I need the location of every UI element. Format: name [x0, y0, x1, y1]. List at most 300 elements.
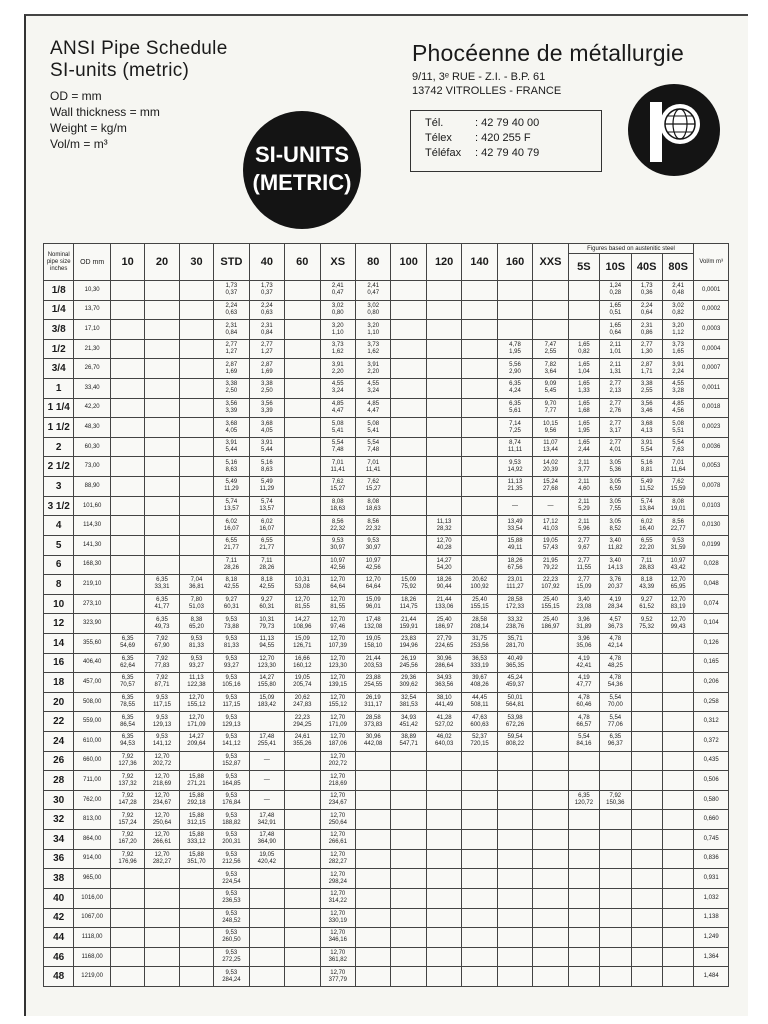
schedule-cell: [320, 437, 355, 457]
schedule-cell: [355, 849, 390, 869]
schedule-cell: [249, 496, 284, 516]
schedule-cell: [533, 712, 568, 732]
schedule-cell: [426, 967, 461, 987]
weight-per-meter: 13,44: [542, 447, 558, 454]
schedule-cell: [426, 673, 461, 693]
weight-per-meter: 67,90: [154, 643, 170, 650]
weight-per-meter: 3,64: [544, 368, 557, 375]
weight-per-meter: 155,12: [328, 702, 347, 709]
schedule-cell: [179, 928, 213, 948]
wall-thickness: 6,35: [121, 655, 134, 662]
weight-per-meter: 54,69: [120, 643, 136, 650]
contact-phone: Tél. : 42 79 40 00: [425, 117, 540, 129]
schedule-cell: [462, 947, 497, 967]
wall-thickness: 7,80: [190, 597, 203, 604]
schedule-cell: [320, 496, 355, 516]
schedule-cell: [110, 633, 144, 653]
weight-per-meter: 11,41: [365, 466, 381, 473]
wall-thickness: 11,13: [507, 479, 523, 486]
schedule-cell: [391, 516, 426, 536]
wall-thickness: 1,65: [578, 400, 590, 407]
schedule-cell: [462, 888, 497, 908]
schedule-cell: [631, 928, 662, 948]
schedule-cell: [110, 555, 144, 575]
table-row: [44, 771, 729, 791]
weight-per-meter: 8,52: [609, 525, 622, 532]
schedule-cell: [497, 869, 532, 889]
schedule-cell: [426, 516, 461, 536]
nominal-size-cell: 3 1/2: [44, 496, 74, 516]
wall-thickness: 23,01: [507, 577, 523, 584]
wall-thickness: 36,53: [472, 655, 488, 662]
schedule-cell: [600, 830, 631, 850]
wall-thickness: 9,53: [225, 734, 238, 741]
table-row: [44, 732, 729, 752]
weight-per-meter: 600,63: [470, 721, 489, 728]
schedule-cell: [462, 771, 497, 791]
schedule-cell: [568, 967, 599, 987]
weight-per-meter: 35,06: [576, 643, 592, 650]
nominal-size-cell: 2 1/2: [44, 457, 74, 477]
schedule-cell: [631, 379, 662, 399]
weight-per-meter: 22,32: [330, 525, 346, 532]
weight-per-meter: 11,41: [330, 466, 346, 473]
weight-per-meter: 19,01: [670, 506, 686, 512]
schedule-cell: [249, 830, 284, 850]
weight-per-meter: 100,92: [470, 584, 489, 591]
weight-per-meter: 137,32: [118, 780, 137, 787]
schedule-cell: [462, 810, 497, 830]
wall-thickness: 17,48: [365, 616, 381, 623]
schedule-cell: [497, 320, 532, 340]
wall-thickness: 9,53: [225, 812, 238, 819]
schedule-cell: [214, 555, 249, 575]
table-row: [44, 281, 729, 301]
wall-thickness: 2,77: [578, 557, 590, 564]
weight-per-meter: 18,63: [365, 506, 381, 512]
weight-per-meter: 15,09: [576, 584, 592, 591]
wall-thickness: 2,31: [261, 322, 273, 329]
wall-thickness: 10,31: [259, 616, 275, 623]
wall-thickness: 3,73: [672, 342, 684, 349]
weight-per-meter: 1,69: [261, 368, 273, 375]
weight-per-meter: 81,33: [188, 643, 204, 650]
schedule-cell: [568, 869, 599, 889]
weight-per-meter: 94,55: [259, 643, 275, 650]
schedule-cell: [662, 300, 693, 320]
wall-thickness: 7,01: [331, 459, 344, 466]
weight-per-meter: 14,13: [607, 564, 623, 571]
wall-thickness: 12,70: [330, 871, 346, 878]
weight-per-meter: 0,63: [225, 309, 238, 316]
schedule-cell: [391, 594, 426, 614]
wall-thickness: 15,88: [188, 851, 204, 858]
schedule-cell: [631, 849, 662, 869]
wall-thickness: 9,53: [225, 851, 238, 858]
weight-per-meter: 114,75: [399, 604, 418, 611]
schedule-cell: [497, 888, 532, 908]
schedule-cell: [110, 516, 144, 536]
wall-thickness: 7,92: [609, 793, 622, 800]
schedule-cell: [391, 928, 426, 948]
schedule-cell: [145, 281, 179, 301]
weight-per-meter: 139,15: [328, 682, 347, 689]
schedule-cell: [355, 653, 390, 673]
wall-thickness: 11,13: [436, 518, 452, 525]
wall-thickness: 20,62: [294, 695, 310, 702]
weight-per-meter: 247,83: [293, 702, 312, 709]
schedule-cell: [249, 535, 284, 555]
wall-thickness: 22,23: [294, 714, 310, 721]
schedule-cell: [249, 300, 284, 320]
badge-line: SI-UNITS: [254, 142, 350, 167]
table-row: [44, 810, 729, 830]
wall-thickness: 9,53: [331, 538, 344, 545]
badge-line: (METRIC): [252, 170, 352, 195]
schedule-cell: [533, 751, 568, 771]
wall-thickness: 12,70: [330, 636, 346, 643]
weight-per-meter: 16,07: [259, 525, 275, 532]
schedule-cell: [320, 712, 355, 732]
weight-per-meter: 272,25: [222, 957, 241, 964]
volume-cell: 0,0036: [694, 437, 729, 457]
schedule-cell: [600, 712, 631, 732]
schedule-cell: [320, 653, 355, 673]
schedule-cell: [391, 888, 426, 908]
schedule-cell: [355, 947, 390, 967]
wall-thickness: 23,83: [401, 636, 417, 643]
wall-thickness: 3,91: [367, 361, 380, 368]
weight-per-meter: 298,24: [328, 878, 347, 885]
units-line: OD = mm: [50, 89, 102, 103]
weight-per-meter: 3,24: [367, 388, 380, 395]
schedule-cell: [145, 575, 179, 595]
wall-thickness: 3,40: [609, 538, 622, 545]
schedule-cell: [285, 398, 320, 418]
weight-per-meter: 236,53: [222, 898, 241, 905]
schedule-cell: [426, 457, 461, 477]
wall-thickness: 4,55: [331, 381, 344, 388]
table-row: [44, 614, 729, 634]
schedule-cell: [568, 692, 599, 712]
weight-per-meter: 43,39: [639, 584, 655, 591]
schedule-cell: [249, 849, 284, 869]
header-schedule: XXS: [533, 244, 568, 281]
wall-thickness: 2,24: [640, 302, 653, 309]
schedule-cell: [110, 614, 144, 634]
schedule-cell: [249, 967, 284, 987]
schedule-cell: [462, 594, 497, 614]
schedule-cell: [631, 771, 662, 791]
wall-thickness: 1,65: [578, 361, 590, 368]
od-cell: 33,40: [74, 379, 110, 399]
wall-thickness: 9,53: [225, 891, 238, 898]
wall-thickness: 3,38: [261, 381, 273, 388]
table-row: [44, 516, 729, 536]
schedule-cell: [355, 359, 390, 379]
wall-thickness: 5,74: [640, 499, 653, 505]
schedule-cell: [568, 888, 599, 908]
wall-thickness: 9,53: [225, 753, 238, 760]
schedule-cell: [497, 771, 532, 791]
schedule-cell: [110, 535, 144, 555]
schedule-cell: [355, 888, 390, 908]
schedule-cell: [600, 379, 631, 399]
weight-per-meter: 245,56: [399, 662, 418, 669]
schedule-cell: [145, 947, 179, 967]
weight-per-meter: 129,13: [222, 721, 241, 728]
schedule-cell: [662, 849, 693, 869]
schedule-cell: [600, 771, 631, 791]
wall-thickness: 2,77: [609, 440, 622, 447]
wall-thickness: 8,56: [331, 518, 344, 525]
wall-thickness: 3,76: [609, 577, 622, 584]
weight-per-meter: 176,84: [222, 800, 241, 807]
schedule-cell: [214, 575, 249, 595]
weight-per-meter: 42,55: [223, 584, 239, 591]
schedule-cell: [497, 751, 532, 771]
schedule-cell: [214, 594, 249, 614]
weight-per-meter: 373,83: [364, 721, 383, 728]
weight-per-meter: 4,60: [578, 486, 590, 493]
schedule-cell: [179, 516, 213, 536]
schedule-cell: [391, 535, 426, 555]
schedule-cell: [568, 418, 599, 438]
si-units-badge: [243, 111, 361, 229]
weight-per-meter: 0,37: [225, 290, 238, 297]
wall-thickness: 14,02: [542, 459, 558, 466]
wall-thickness: 9,53: [190, 655, 203, 662]
schedule-cell: [320, 555, 355, 575]
table-row: [44, 594, 729, 614]
schedule-cell: [355, 830, 390, 850]
weight-per-meter: 459,37: [505, 682, 525, 689]
schedule-cell: [462, 339, 497, 359]
weight-per-meter: 1,04: [578, 368, 590, 375]
wall-thickness: 4,19: [578, 655, 590, 662]
wall-thickness: 3,05: [609, 499, 622, 505]
schedule-cell: [533, 496, 568, 516]
wall-thickness: 31,75: [472, 636, 488, 643]
schedule-cell: [320, 633, 355, 653]
schedule-cell: [145, 477, 179, 497]
schedule-cell: [179, 810, 213, 830]
weight-per-meter: 640,03: [434, 741, 454, 748]
schedule-cell: [214, 516, 249, 536]
schedule-cell: [145, 535, 179, 555]
weight-per-meter: 126,71: [293, 643, 312, 650]
weight-per-meter: 15,27: [330, 486, 346, 493]
wall-thickness: 21,44: [436, 597, 452, 604]
schedule-cell: [179, 908, 213, 928]
schedule-cell: [249, 398, 284, 418]
weight-per-meter: 28,26: [259, 564, 275, 571]
wall-thickness: 3,40: [578, 597, 590, 604]
schedule-cell: [600, 849, 631, 869]
schedule-cell: [355, 398, 390, 418]
schedule-cell: [600, 555, 631, 575]
schedule-cell: [285, 692, 320, 712]
weight-per-meter: 1,71: [640, 368, 653, 375]
wall-thickness: 7,04: [190, 577, 203, 584]
weight-per-meter: 155,15: [470, 604, 489, 611]
weight-per-meter: 31,89: [576, 623, 592, 630]
schedule-cell: [568, 732, 599, 752]
weight-per-meter: 172,33: [505, 604, 525, 611]
schedule-cell: [568, 712, 599, 732]
weight-per-meter: 1,10: [367, 329, 380, 336]
title-line: ANSI Pipe Schedule: [50, 38, 228, 59]
nominal-size-cell: 48: [44, 967, 74, 987]
schedule-cell: [600, 751, 631, 771]
wall-thickness: 9,53: [225, 773, 238, 780]
schedule-cell: [320, 359, 355, 379]
schedule-cell: [285, 320, 320, 340]
wall-thickness: 27,79: [436, 636, 452, 643]
schedule-cell: [426, 633, 461, 653]
schedule-cell: [214, 771, 249, 791]
weight-per-meter: 451,42: [399, 721, 418, 728]
wall-thickness: 13,49: [507, 518, 523, 525]
schedule-cell: [145, 437, 179, 457]
schedule-cell: [533, 437, 568, 457]
table-row: [44, 418, 729, 438]
schedule-cell: [214, 379, 249, 399]
schedule-cell: [462, 908, 497, 928]
schedule-cell: [600, 928, 631, 948]
schedule-cell: [214, 300, 249, 320]
schedule-cell: [391, 732, 426, 752]
wall-thickness: 6,55: [225, 538, 238, 545]
table-row: [44, 908, 729, 928]
wall-thickness: 3,20: [331, 322, 344, 329]
schedule-cell: [110, 496, 144, 516]
schedule-cell: [110, 928, 144, 948]
weight-per-meter: 123,30: [328, 662, 347, 669]
weight-per-meter: 5,41: [331, 427, 344, 434]
wall-thickness: 12,70: [436, 538, 452, 545]
volume-cell: 0,048: [694, 575, 729, 595]
wall-thickness: 3,05: [609, 518, 622, 525]
schedule-cell: [249, 692, 284, 712]
weight-per-meter: 0,84: [225, 329, 238, 336]
wall-thickness: 1,65: [578, 420, 590, 427]
weight-per-meter: 212,56: [222, 858, 241, 865]
schedule-cell: [391, 751, 426, 771]
schedule-cell: [179, 653, 213, 673]
schedule-cell: [426, 830, 461, 850]
volume-cell: 0,104: [694, 614, 729, 634]
volume-cell: 0,126: [694, 633, 729, 653]
schedule-cell: [355, 496, 390, 516]
weight-per-meter: 14,92: [507, 466, 523, 473]
schedule-cell: [568, 535, 599, 555]
weight-per-meter: 248,52: [222, 917, 241, 924]
weight-per-meter: 36,81: [188, 584, 204, 591]
wall-thickness: 6,02: [640, 518, 653, 525]
schedule-cell: [631, 732, 662, 752]
wall-thickness: 3,05: [609, 479, 622, 486]
wall-thickness: 11,13: [259, 636, 275, 643]
wall-thickness: 18,26: [507, 557, 523, 564]
wall-thickness: 12,70: [259, 655, 275, 662]
schedule-cell: [110, 830, 144, 850]
weight-per-meter: 8,63: [261, 466, 273, 473]
schedule-cell: [214, 888, 249, 908]
schedule-cell: [497, 457, 532, 477]
wall-thickness: 7,01: [367, 459, 380, 466]
wall-thickness: 1,65: [578, 440, 590, 447]
volume-cell: 0,836: [694, 849, 729, 869]
wall-thickness: 5,56: [509, 361, 521, 368]
header-schedule: 10S: [600, 254, 631, 281]
schedule-cell: [631, 830, 662, 850]
schedule-cell: [391, 575, 426, 595]
header-schedule: 120: [426, 244, 461, 281]
wall-thickness: 5,74: [261, 499, 273, 505]
schedule-cell: [426, 477, 461, 497]
schedule-cell: [662, 673, 693, 693]
volume-cell: 0,165: [694, 653, 729, 673]
wall-thickness: 11,07: [543, 440, 558, 447]
schedule-cell: [497, 359, 532, 379]
table-row: [44, 300, 729, 320]
schedule-cell: [391, 477, 426, 497]
schedule-cell: [285, 575, 320, 595]
od-cell: 141,30: [74, 535, 110, 555]
schedule-cell: [145, 849, 179, 869]
weight-per-meter: 5,61: [509, 407, 521, 414]
wall-thickness: 25,40: [436, 616, 452, 623]
wall-thickness: 6,35: [121, 636, 134, 643]
wall-thickness: 9,53: [156, 734, 168, 741]
schedule-cell: [355, 516, 390, 536]
wall-thickness: 6,02: [261, 518, 273, 525]
weight-per-meter: 3,46: [640, 407, 653, 414]
weight-per-meter: 4,05: [261, 427, 273, 434]
schedule-cell: [391, 869, 426, 889]
weight-per-meter: 11,11: [507, 447, 523, 454]
weight-per-meter: 73,88: [223, 623, 239, 630]
od-cell: 13,70: [74, 300, 110, 320]
schedule-cell: [568, 594, 599, 614]
schedule-cell: [600, 732, 631, 752]
schedule-cell: [110, 281, 144, 301]
weight-per-meter: 97,46: [330, 623, 346, 630]
schedule-cell: [320, 928, 355, 948]
wall-thickness: 12,70: [670, 616, 686, 623]
weight-per-meter: 155,12: [187, 702, 206, 709]
wall-thickness: 4,19: [578, 675, 590, 682]
schedule-cell: [110, 437, 144, 457]
weight-per-meter: 41,77: [154, 604, 170, 611]
schedule-cell: [631, 908, 662, 928]
wall-thickness: 12,70: [330, 695, 346, 702]
weight-per-meter: 224,65: [434, 643, 454, 650]
schedule-cell: [662, 771, 693, 791]
weight-per-meter: 51,03: [188, 604, 204, 611]
wall-thickness: 26,19: [401, 655, 417, 662]
table-row: [44, 555, 729, 575]
volume-cell: 0,0199: [694, 535, 729, 555]
od-cell: 273,10: [74, 594, 110, 614]
document-header: [50, 38, 228, 152]
weight-per-meter: 282,27: [328, 858, 347, 865]
schedule-cell: [110, 477, 144, 497]
schedule-cell: [214, 830, 249, 850]
weight-per-meter: 86,54: [120, 721, 136, 728]
wall-thickness: 12,70: [154, 851, 170, 858]
